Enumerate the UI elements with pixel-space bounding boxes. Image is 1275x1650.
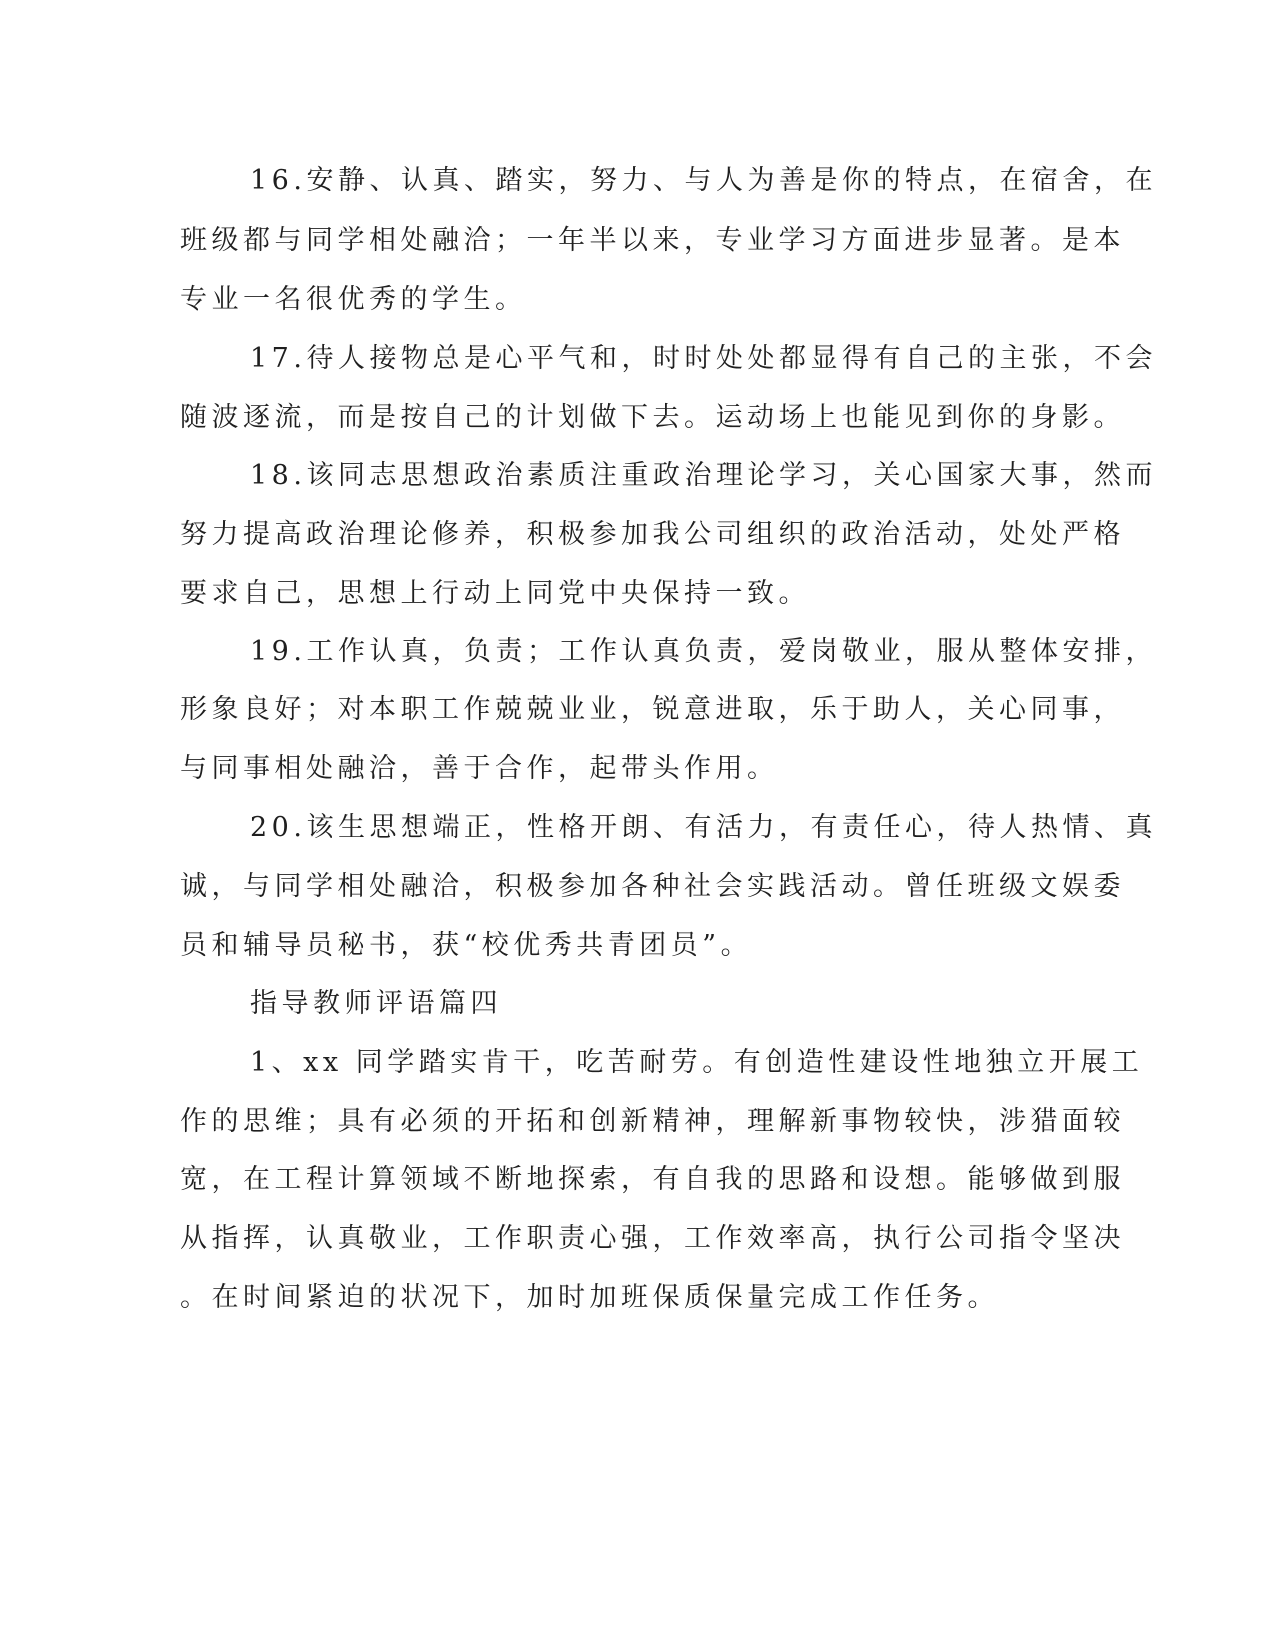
paragraph-1-line-3: 宽，在工程计算领域不断地探索，有自我的思路和设想。能够做到服 [180, 1164, 1125, 1195]
paragraph-19-line-3: 与同事相处融洽，善于合作，起带头作用。 [180, 753, 779, 784]
paragraph-17-line-2: 随波逐流，而是按自己的计划做下去。运动场上也能见到你的身影。 [180, 402, 1125, 433]
paragraph-20-line-1: 20.该生思想端正，性格开朗、有活力，有责任心，待人热情、真 [250, 812, 1157, 843]
paragraph-16-line-1: 16.安静、认真、踏实，努力、与人为善是你的特点，在宿舍，在 [250, 165, 1157, 196]
paragraph-18-line-2: 努力提高政治理论修养，积极参加我公司组织的政治活动，处处严格 [180, 519, 1125, 550]
paragraph-20-line-3: 员和辅导员秘书，获“校优秀共青团员”。 [180, 930, 753, 961]
paragraph-1-line-2: 作的思维；具有必须的开拓和创新精神，理解新事物较快，涉猎面较 [180, 1106, 1125, 1137]
paragraph-19-line-2: 形象良好；对本职工作兢兢业业，锐意进取，乐于助人，关心同事， [180, 694, 1125, 725]
paragraph-18-line-3: 要求自己，思想上行动上同党中央保持一致。 [180, 578, 810, 609]
paragraph-1-line-4: 从指挥，认真敬业，工作职责心强，工作效率高，执行公司指令坚决 [180, 1223, 1125, 1254]
paragraph-1-line-5: 。在时间紧迫的状况下，加时加班保质保量完成工作任务。 [180, 1282, 999, 1313]
paragraph-16-line-3: 专业一名很优秀的学生。 [180, 284, 527, 315]
paragraph-18-line-1: 18.该同志思想政治素质注重政治理论学习，关心国家大事，然而 [250, 460, 1157, 491]
paragraph-19-line-1: 19.工作认真，负责；工作认真负责，爱岗敬业，服从整体安排， [250, 636, 1157, 667]
paragraph-17-line-1: 17.待人接物总是心平气和，时时处处都显得有自己的主张，不会 [250, 343, 1157, 374]
section-heading: 指导教师评语篇四 [250, 988, 502, 1019]
paragraph-1-line-1: 1、xx 同学踏实肯干，吃苦耐劳。有创造性建设性地独立开展工 [250, 1047, 1144, 1078]
paragraph-20-line-2: 诚，与同学相处融洽，积极参加各种社会实践活动。曾任班级文娱委 [180, 871, 1125, 902]
paragraph-16-line-2: 班级都与同学相处融洽；一年半以来，专业学习方面进步显著。是本 [180, 225, 1125, 256]
